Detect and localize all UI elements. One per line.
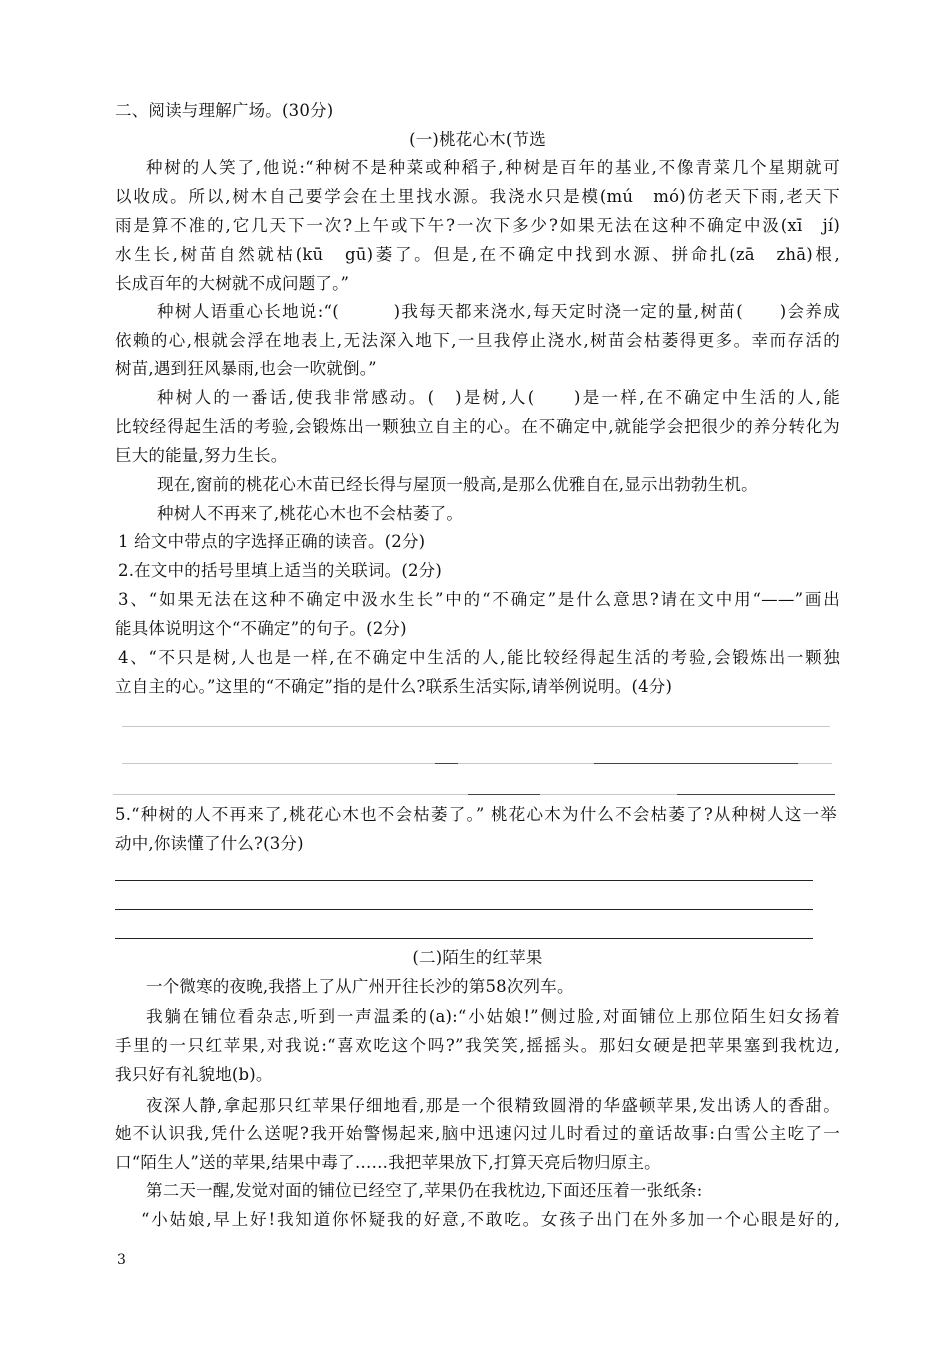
question-4-cont: 立自主的心。”这里的“不确定”指的是什么?联系生活实际,请举例说明。(4分) [115, 677, 673, 696]
answer-line-segment [677, 794, 835, 795]
answer-line-segment [594, 763, 798, 764]
passage1-line: 水生长,树苗自然就枯(kū gū)萎了。但是,在不确定中找到水源、拼命扎(zā zhā)根, [115, 245, 840, 264]
passage1-title: (一)桃花心木(节选 [409, 130, 546, 149]
passage1-line: 种树人语重心长地说:“( )我每天都来浇水,每天定时浇一定的量,树苗( )会养成 [157, 302, 840, 321]
passage2-line: 她不认识我,凭什么送呢?我开始警惕起来,脑中迅速闪过儿时看过的童话故事:白雪公主吃了一 [115, 1124, 840, 1143]
passage1-line: 种树的人笑了,他说:“种树不是种菜或种稻子,种树是百年的基业,不像青菜几个星期就可 [146, 158, 840, 177]
passage1-line: 依赖的心,根就会浮在地表上,无法深入地下,一旦我停止浇水,树苗会枯萎得更多。幸而存活的 [115, 331, 840, 350]
passage1-line: 雨是算不准的,它几天下一次?上午或下午?一次下多少?如果无法在这种不确定中汲(xī jí) [115, 216, 840, 235]
passage2-line: 第二天一醒,发觉对面的铺位已经空了,苹果仍在我枕边,下面还压着一张纸条: [146, 1181, 703, 1200]
answer-line[interactable] [115, 880, 813, 881]
question-2: 2.在文中的括号里填上适当的关联词。(2分) [118, 561, 443, 580]
passage2-line: 手里的一只红苹果,对我说:“喜欢吃这个吗?”我笑笑,摇摇头。那妇女硬是把苹果塞到我枕边, [115, 1036, 840, 1055]
answer-line-segment [468, 794, 540, 795]
answer-line[interactable] [115, 909, 813, 910]
question-5-cont: 动中,你读懂了什么?(3分) [115, 834, 304, 853]
question-3: 3、“如果无法在这种不确定中汲水生长”中的“不确定”是什么意思?请在文中用“——”画出 [118, 590, 840, 609]
question-3-cont: 能具体说明这个“不确定”的句子。(2分) [115, 619, 407, 638]
passage1-line: 长成百年的大树就不成问题了。” [115, 274, 350, 293]
passage2-line: 我躺在铺位看杂志,听到一声温柔的(a):“小姑娘!”侧过脸,对面铺位上那位陌生妇女扬着 [146, 1007, 840, 1026]
passage1-line: 比较经得起生活的考验,会锻炼出一颗独立自主的心。在不确定中,就能学会把很少的养分转化为 [115, 417, 840, 436]
passage1-line: 以收成。所以,树木自己要学会在土里找水源。我浇水只是模(mú mó)仿老天下雨,老天下 [115, 187, 840, 206]
passage2-line: 口“陌生人”送的苹果,结果中毒了……我把苹果放下,打算天亮后物归原主。 [115, 1153, 661, 1172]
passage2-line: “小姑娘,早上好!我知道你怀疑我的好意,不敢吃。女孩子出门在外多加一个心眼是好的, [141, 1210, 840, 1229]
question-4: 4、“不只是树,人也是一样,在不确定中生活的人,能比较经得起生活的考验,会锻炼出一颗独 [118, 648, 840, 667]
passage2-title: (二)陌生的红苹果 [412, 948, 543, 967]
passage1-line: 现在,窗前的桃花心木苗已经长得与屋顶一般高,是那么优雅自在,显示出勃勃生机。 [157, 475, 758, 494]
passage2-line: 夜深人静,拿起那只红苹果仔细地看,那是一个很精致圆滑的华盛顿苹果,发出诱人的香甜。 [146, 1096, 840, 1115]
answer-line[interactable] [122, 726, 830, 727]
answer-line[interactable] [115, 938, 813, 939]
passage1-line: 种树人不再来了,桃花心木也不会枯萎了。 [157, 504, 464, 523]
passage1-line: 巨大的能量,努力生长。 [115, 446, 288, 465]
page-number: 3 [117, 1252, 126, 1268]
passage1-line: 树苗,遇到狂风暴雨,也会一吹就倒。” [115, 359, 377, 378]
question-1: 1 给文中带点的字选择正确的读音。(2分) [118, 532, 426, 551]
passage1-line: 种树人的一番话,使我非常感动。( )是树,人( )是一样,在不确定中生活的人,能 [157, 388, 840, 407]
section-heading: 二、阅读与理解广场。(30分) [115, 101, 334, 120]
passage2-line: 我只好有礼貌地(b)。 [115, 1065, 273, 1084]
question-5: 5.“种树的人不再来了,桃花心木也不会枯萎了。” 桃花心木为什么不会枯萎了?从种树人这一举 [115, 805, 837, 824]
answer-line-segment [435, 763, 458, 764]
passage2-line: 一个微寒的夜晚,我搭上了从广州开往长沙的第58次列车。 [146, 977, 574, 996]
